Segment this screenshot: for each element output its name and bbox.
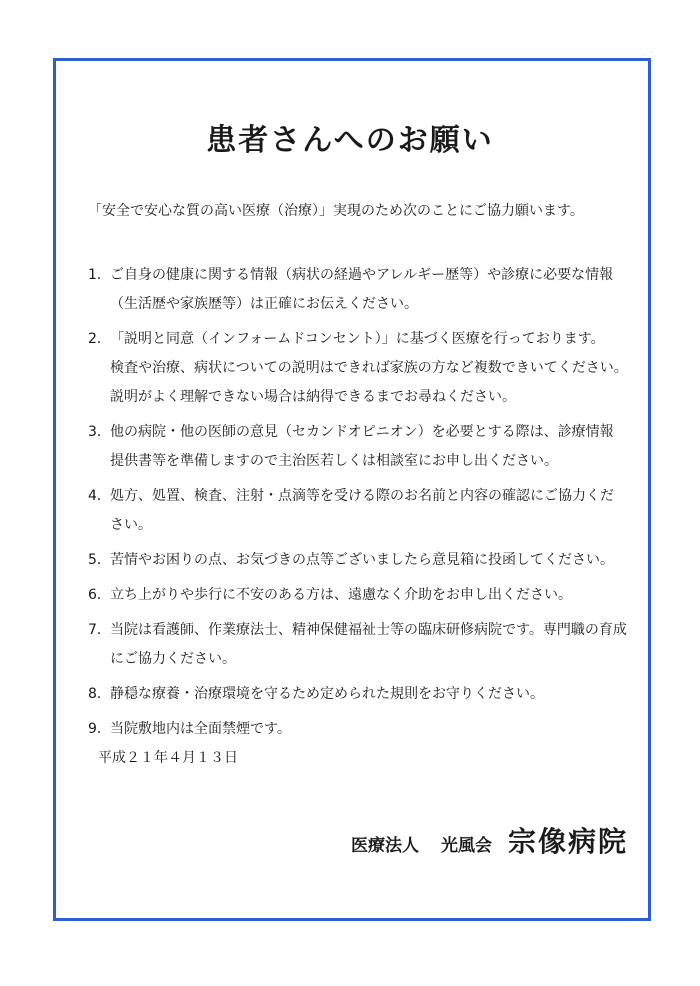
request-list: [88, 261, 648, 750]
item-text-line: さい。: [110, 517, 152, 533]
item-number: 7．: [88, 622, 111, 638]
item-number: 8．: [88, 686, 111, 702]
item-text-line: 「説明と同意（インフォームドコンセント）」に基づく医療を行っております。: [110, 331, 605, 347]
intro-text: 「安全で安心な質の高い医療（治療）」実現のため次のことにご協力願います。: [88, 203, 584, 219]
list-item-9: [88, 715, 648, 744]
item-number: 5．: [88, 552, 111, 568]
item-number: 6．: [88, 587, 111, 603]
list-item-7: [88, 616, 648, 674]
hospital-signature: [351, 820, 628, 860]
list-item-5: [88, 546, 648, 575]
item-text-line: 他の病院・他の医師の意見（セカンドオピニオン）を必要とする際は、診療情報: [110, 424, 614, 440]
signature-hospital-name: 宗像病院: [507, 825, 628, 858]
item-text-line: （生活歴や家族歴等）は正確にお伝えください。: [110, 296, 418, 312]
item-number: 9．: [88, 721, 111, 737]
list-item-6: [88, 581, 648, 610]
list-item-2: [88, 325, 648, 412]
item-text-line: 立ち上がりや歩行に不安のある方は、遠慮なく介助をお申し出ください。: [110, 587, 572, 603]
item-text-line: 苦情やお困りの点、お気づきの点等ございましたら意見箱に投函してください。: [110, 552, 614, 568]
item-text-line: にご協力ください。: [110, 651, 236, 667]
item-text-line: 当院は看護師、作業療法士、精神保健福祉士等の臨床研修病院です。専門職の育成: [110, 622, 627, 638]
item-text-line: 当院敷地内は全面禁煙です。: [110, 721, 291, 737]
item-number: 4．: [88, 488, 111, 504]
signature-corporation: 医療法人: [350, 836, 419, 856]
item-text-line: ご自身の健康に関する情報（病状の経過やアレルギー歴等）や診療に必要な情報: [110, 267, 614, 283]
list-item-4: [88, 482, 648, 540]
list-item-8: [88, 680, 648, 709]
item-text-line: 説明がよく理解できない場合は納得できるまでお尋ねください。: [110, 389, 516, 405]
issue-date: 平成２１年４月１３日: [98, 750, 238, 766]
item-number: 1．: [88, 267, 111, 283]
item-number: 3．: [88, 424, 111, 440]
item-text-line: 静穏な療養・治療環境を守るため定められた規則をお守りください。: [110, 686, 544, 702]
page-title: 患者さんへのお願い: [206, 123, 494, 158]
item-text-line: 提供書等を準備しますので主治医若しくは相談室にお申し出ください。: [110, 453, 558, 469]
item-text-line: 検査や治療、病状についての説明はできれば家族の方など複数できいてください。: [110, 360, 628, 376]
item-text-line: 処方、処置、検査、注射・点滴等を受ける際のお名前と内容の確認にご協力くだ: [110, 488, 614, 504]
list-item-3: [88, 418, 648, 476]
list-item-1: [88, 261, 648, 319]
item-number: 2．: [88, 331, 111, 347]
signature-association: 光風会: [440, 836, 492, 856]
